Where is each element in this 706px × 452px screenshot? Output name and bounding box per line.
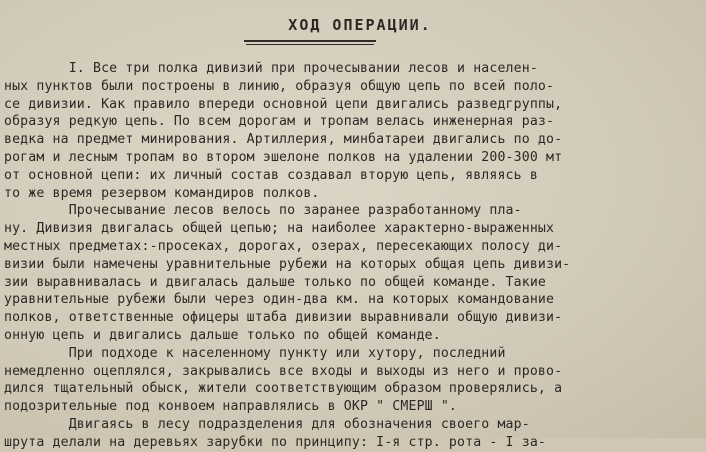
cut-off-top-line	[30, 0, 330, 6]
text-line: ведка на предмет минирования. Артиллерия, минбатареи двигались по до-	[4, 132, 563, 148]
text-line: ных пунктов были построены в линию, образуя общую цепь по всей поло-	[4, 78, 555, 94]
text-line: Двигаясь в лесу подразделения для обозначения своего мар-	[4, 416, 530, 432]
text-line: При подходе к населенному пункту или хутору, последний	[4, 345, 506, 361]
text-line: Прочесывание лесов велось по заранее разработанному пла-	[4, 203, 522, 219]
text-line: рогам и лесным тропам во втором эшелоне полков на удалении 200-300 мт	[4, 149, 563, 165]
text-line: визии были намечены уравнительные рубежи на которых общая цепь дивизи-	[4, 256, 571, 272]
text-line: дился тщательный обыск, жители соответствующим образом проверялись, а	[4, 381, 563, 397]
text-line: се дивизии. Как правило впереди основной цепи двигались разведгруппы,	[4, 96, 563, 112]
text-line: зии выравнивалась и двигалась дальше только по общей команде. Такие	[4, 274, 546, 290]
text-line: шрута делали на деревьях зарубки по принципу: I-я стр. рота - I за-	[4, 434, 546, 450]
text-line: подозрительные под конвоем направлялись в ОКР " СМЕРШ ".	[4, 399, 458, 415]
text-line: онную цепь и двигались дальше только по общей команде.	[4, 327, 441, 343]
text-line: немедленно оцеплялся, закрывались все входы и выходы из него и прово-	[4, 363, 563, 379]
text-line: образуя редкую цепь. По всем дорогам и тропам велась инженерная раз-	[4, 114, 555, 130]
text-line: полков, ответственные офицеры штаба дивизии выравнивали общую дивизи-	[4, 310, 563, 326]
text-line: уравнительные рубежи были через один-два км. на которых командование	[4, 292, 555, 308]
page-title: ХОД ОПЕРАЦИИ.	[288, 16, 432, 34]
document-body	[4, 60, 704, 452]
text-line: то же время резервом командиров полков.	[4, 185, 320, 201]
text-line: I. Все три полка дивизий при прочесывании лесов и населен-	[4, 61, 538, 76]
title-underline	[244, 40, 376, 42]
title-underline-secondary	[246, 44, 374, 45]
text-line: ну. Дивизия двигалась общей цепью; на наиболее характерно-выраженных	[4, 221, 555, 237]
text-line: от основной цепи: их личный состав создавал вторую цепь, являясь в	[4, 167, 538, 183]
text-line: местных предметах:-просеках, дорогах, озерах, пересекающих полосу ди-	[4, 238, 563, 254]
